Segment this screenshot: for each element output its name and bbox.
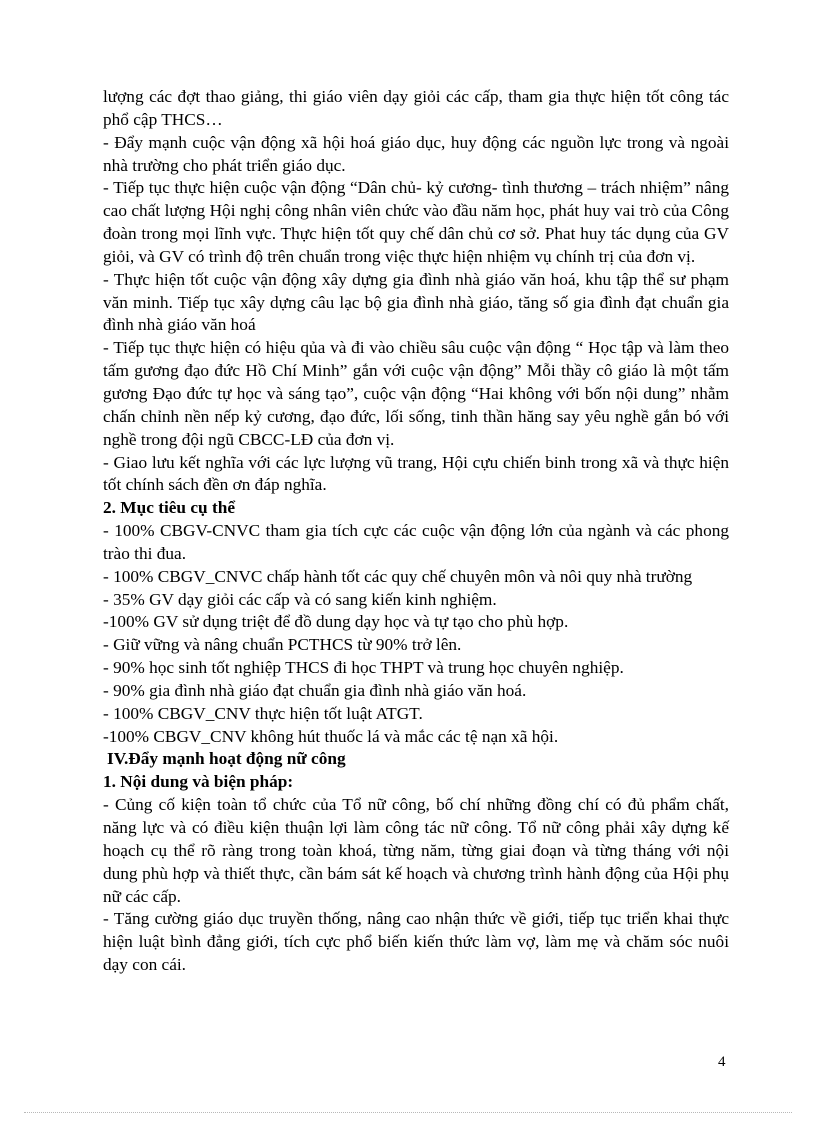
- paragraph: - Thực hiện tốt cuộc vận động xây dựng gia đình nhà giáo văn hoá, khu tập thể sư phạm văn minh. Tiếp tục xây dựng câu lạc bộ gia đình nhà giáo, tăng số gia đình đạt chuẩn gia đình nhà giáo văn hoá: [103, 269, 729, 335]
- heading-targets: 2. Mục tiêu cụ thể: [103, 498, 235, 518]
- heading-content-measures: 1. Nội dung và biện pháp:: [103, 772, 294, 792]
- target-item: - 100% CBGV-CNVC tham gia tích cực các cuộc vận động lớn của ngành và các phong trào thi đua.: [103, 521, 729, 563]
- page-bottom-divider: [24, 1112, 792, 1113]
- document-body: [103, 86, 729, 977]
- target-item: - 100% CBGV_CNVC chấp hành tốt các quy chế chuyên môn và nôi quy nhà trường: [103, 566, 693, 586]
- paragraph: - Củng cố kiện toàn tổ chức của Tổ nữ công, bố chí những đồng chí có đủ phẩm chất, năng lực và có điều kiện thuận lợi làm công tác nữ công. Tổ nữ công phải xây dựng kế hoạch cụ thể rõ ràng trong toàn khoá, từng năm, từng giai đoạn và từng tháng với nội dung phù hợp và thiết thực, cần bám sát kế hoạch và chương trình hành động của Hội phụ nữ các cấp.: [103, 795, 729, 906]
- target-item: - 35% GV dạy giỏi các cấp và có sang kiến kinh nghiệm.: [103, 589, 497, 609]
- paragraph: - Tiếp tục thực hiện cuộc vận động “Dân chủ- kỷ cương- tình thương – trách nhiệm” nâng cao chất lượng Hội nghị công nhân viên chức vào đầu năm học, phát huy vai trò của Công đoàn trong mọi lĩnh vực. Thực hiện tốt quy chế dân chủ cơ sở. Phat huy tác dụng của GV giỏi, và GV có trình độ trên chuẩn trong việc thực hiện nhiệm vụ chính trị của đơn vị.: [103, 178, 729, 266]
- page-number: 4: [718, 1054, 726, 1070]
- heading-section-iv: IV.Đẩy mạnh hoạt động nữ công: [107, 749, 346, 769]
- paragraph: - Đẩy mạnh cuộc vận động xã hội hoá giáo dục, huy động các nguồn lực trong và ngoài nhà trường cho phát triển giáo dục.: [103, 132, 729, 175]
- target-item: - Giữ vững và nâng chuẩn PCTHCS từ 90% trở lên.: [103, 635, 462, 655]
- target-item: - 100% CBGV_CNV thực hiện tốt luật ATGT.: [103, 703, 423, 723]
- paragraph: - Tiếp tục thực hiện có hiệu qủa và đi vào chiều sâu cuộc vận động “ Học tập và làm theo tấm gương đạo đức Hồ Chí Minh” gắn với cuộc vận động” Mỗi thầy cô giáo là một tấm gương Đạo đức tự học và sáng tạo”, cuộc vận động “Hai không với bốn nội dung” nhằm chấn chỉnh nền nếp kỷ cương, đạo đức, lối sống, tinh thần hăng say yêu nghề gắn bó với nghề trong đội ngũ CBCC-LĐ của đơn vị.: [103, 338, 729, 449]
- paragraph: - Tăng cường giáo dục truyền thống, nâng cao nhận thức về giới, tiếp tục triển khai thực hiện luật bình đẳng giới, tích cực phổ biến kiến thức làm vợ, làm mẹ và chăm sóc nuôi dạy con cái.: [103, 909, 729, 975]
- target-item: -100% GV sử dụng triệt để đồ dung dạy học và tự tạo cho phù hợp.: [103, 612, 569, 632]
- target-item: - 90% gia đình nhà giáo đạt chuẩn gia đình nhà giáo văn hoá.: [103, 680, 527, 700]
- paragraph: lượng các đợt thao giảng, thi giáo viên dạy giỏi các cấp, tham gia thực hiện tốt công tác phổ cập THCS…: [103, 87, 729, 129]
- target-item: - 90% học sinh tốt nghiệp THCS đi học THPT và trung học chuyên nghiệp.: [103, 658, 624, 678]
- target-item: -100% CBGV_CNV không hút thuốc lá và mắc các tệ nạn xã hội.: [103, 726, 559, 746]
- paragraph: - Giao lưu kết nghĩa với các lực lượng vũ trang, Hội cựu chiến binh trong xã và thực hiện tốt chính sách đền ơn đáp nghĩa.: [103, 452, 729, 495]
